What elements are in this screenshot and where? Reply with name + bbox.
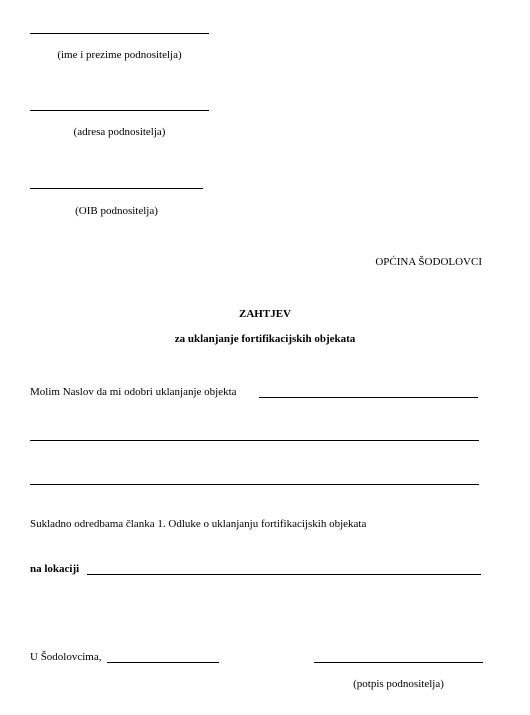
- oib-caption: (OIB podnositelja): [75, 205, 158, 217]
- object-field-line-2[interactable]: [30, 440, 479, 441]
- request-text: Molim Naslov da mi odobri uklanjanje objekta: [30, 386, 237, 398]
- document-subtitle: za uklanjanje fortifikacijskih objekata: [174, 333, 356, 345]
- name-caption: (ime i prezime podnositelja): [57, 49, 182, 61]
- place-label: U Šodolovcima,: [30, 651, 102, 663]
- date-field[interactable]: [107, 662, 219, 663]
- location-label: na lokaciji: [30, 563, 80, 575]
- address-caption: (adresa podnositelja): [73, 126, 166, 138]
- recipient: OPĆINA ŠODOLOVCI: [375, 256, 482, 268]
- name-field[interactable]: [30, 33, 209, 34]
- address-field[interactable]: [30, 110, 209, 111]
- signature-caption: (potpis podnositelja): [353, 678, 444, 690]
- signature-field[interactable]: [314, 662, 483, 663]
- document-title: ZAHTJEV: [239, 308, 291, 320]
- location-field[interactable]: [87, 574, 481, 575]
- object-field[interactable]: [259, 397, 478, 398]
- legal-basis-text: Sukladno odredbama članka 1. Odluke o uklanjanju fortifikacijskih objekata: [30, 518, 367, 530]
- oib-field[interactable]: [30, 188, 203, 189]
- object-field-line-3[interactable]: [30, 484, 479, 485]
